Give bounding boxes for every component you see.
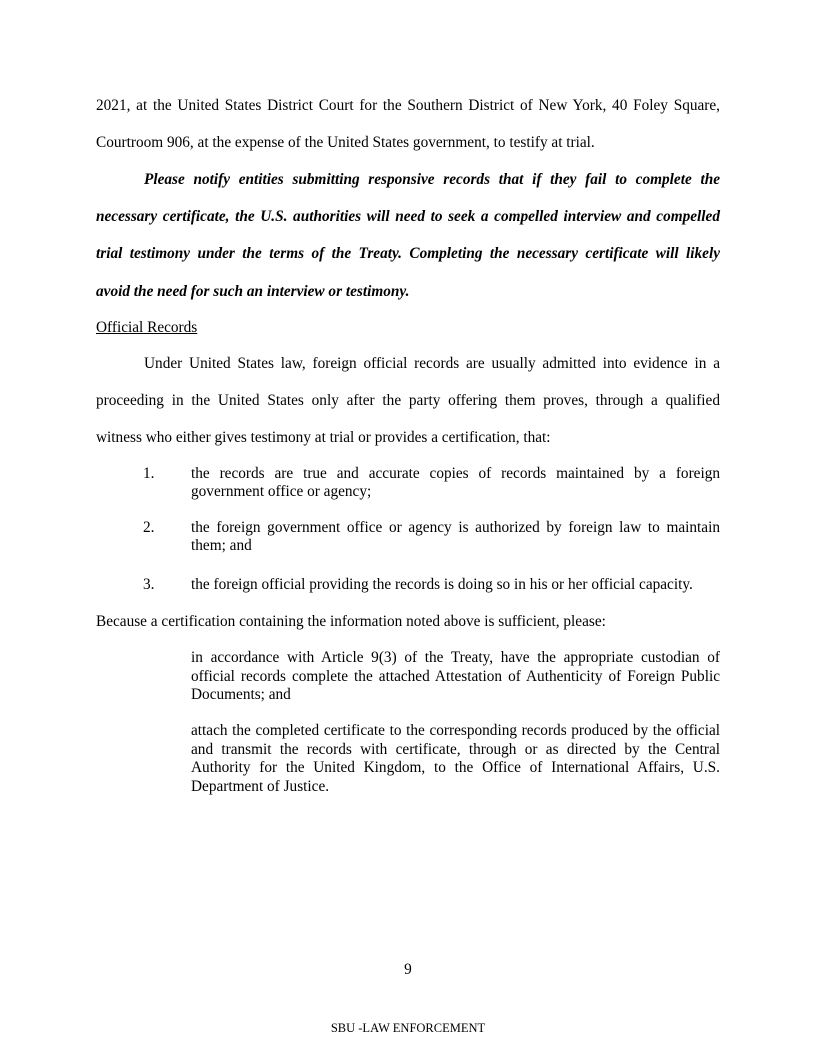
list-item-text: the records are true and accurate copies of records maintained by a foreign government office or agency; [191, 465, 720, 500]
continuation-line-1: 2021, at the United States District Court for the Southern District of New York, 40 Foley Square, [96, 97, 720, 114]
footer-classification: SBU -LAW ENFORCEMENT [330, 1021, 486, 1035]
intro-line-1: Under United States law, foreign official records are usually admitted into evidence in a [144, 355, 720, 372]
page-number: 9 [404, 961, 412, 978]
continuation-line-2: Courtroom 906, at the expense of the United States government, to testify at trial. [96, 134, 595, 151]
notice-line-2: necessary certificate, the U.S. authorities will need to seek a compelled interview and compelled [96, 208, 720, 225]
intro-line-3: witness who either gives testimony at trial or provides a certification, that: [96, 429, 551, 446]
notice-line-4: avoid the need for such an interview or testimony. [96, 283, 410, 300]
list-number: 3. [143, 576, 155, 593]
intro-line-2: proceeding in the United States only after the party offering them proves, through a qualified [96, 392, 720, 409]
list-number: 2. [143, 519, 155, 536]
because-sentence: Because a certification containing the information noted above is sufficient, please: [96, 613, 606, 630]
list-number: 1. [143, 465, 155, 482]
list-item-text: the foreign government office or agency is authorized by foreign law to maintain them; and [191, 519, 720, 554]
section-heading: Official Records [96, 319, 198, 336]
notice-line-3: trial testimony under the terms of the Treaty. Completing the necessary certificate will likely [96, 245, 720, 262]
instruction-paragraph: in accordance with Article 9(3) of the Treaty, have the appropriate custodian of official records complete the attached Attestation of Authenticity of Foreign Public Documents; and [191, 649, 720, 703]
instruction-paragraph: attach the completed certificate to the corresponding records produced by the official and transmit the records with certificate, through or as directed by the Central Authority for the United Kingdom, to the Office of International Affairs, U.S. Department of Justice. [191, 722, 720, 795]
notice-line-1: Please notify entities submitting responsive records that if they fail to complete the [144, 171, 720, 188]
list-item-text: the foreign official providing the records is doing so in his or her official capacity. [191, 576, 693, 593]
